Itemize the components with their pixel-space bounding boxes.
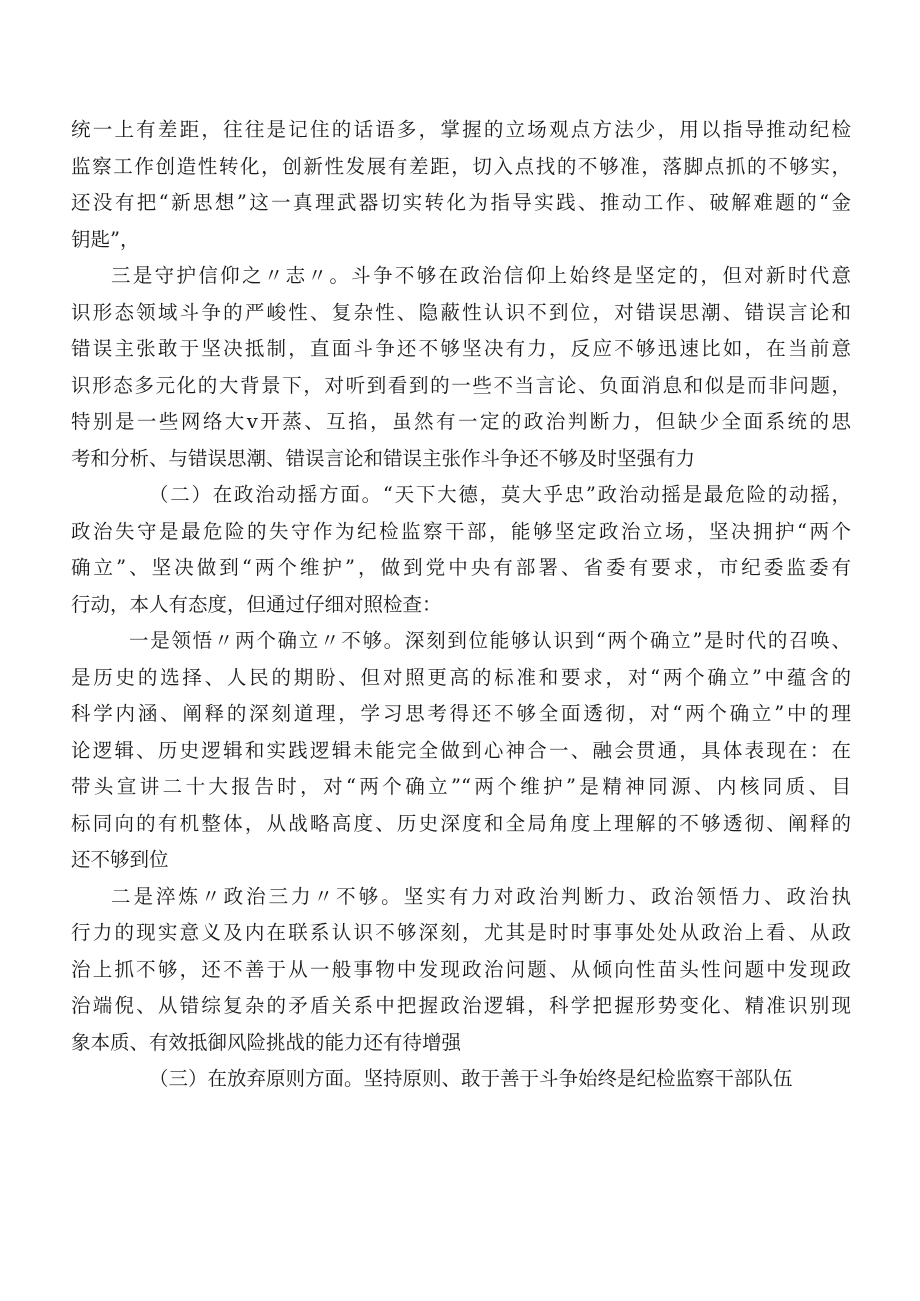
text-line: 行动，本人有态度，但通过仔细对照检查：	[71, 592, 442, 616]
text-line: 科学内涵、阐释的深刻道理，学习思考得还不够全面透彻，对“两个确立”中的理	[71, 702, 851, 725]
text-line: 标同向的有机整体，从战略高度、历史深度和全局角度上理解的不够透彻、阐释的	[71, 811, 851, 835]
text-line: 确立”、坚决做到“两个维护”，做到党中央有部署、省委有要求，市纪委监委有	[71, 556, 851, 579]
text-line: 识形态多元化的大背景下，对听到看到的一些不当言论、负面消息和似是而非问题，	[71, 373, 851, 397]
text-line: 行力的现实意义及内在联系认识不够深刻，尤其是时时事事处处从政治上看、从政	[71, 921, 851, 944]
paragraph-continuation	[71, 112, 851, 258]
paragraph-political-abilities	[71, 879, 851, 1062]
text-line: 是历史的选择、人民的期盼、但对照更高的标准和要求，对“两个确立”中蕴含的	[71, 665, 851, 689]
text-line: 象本质、有效抵御风险挑战的能力还有待增强	[71, 1030, 462, 1054]
text-line: 还没有把“新思想”这一真理武器切实转化为指导实践、推动工作、破解难题的“金	[71, 191, 851, 214]
section-heading-line: （三）在放弃原则方面。坚持原则、敢于善于斗争始终是纪检监察干部队伍	[149, 1067, 793, 1090]
text-line: 论逻辑、历史逻辑和实践逻辑未能完全做到心神合一、融会贯通，具体表现在：在	[71, 738, 851, 762]
text-line: 特别是一些网络大v开蒸、互掐，虽然有一定的政治判断力，但缺少全面系统的思	[71, 410, 851, 433]
text-line: 还不够到位	[71, 848, 169, 871]
text-line: 带头宣讲二十大报告时，对“两个确立”“两个维护”是精神同源、内核同质、目	[71, 775, 851, 798]
text-line: 识形态领域斗争的严峻性、复杂性、隐蔽性认识不到位，对错误思潮、错误言论和	[71, 300, 851, 324]
paragraph-section-two	[71, 477, 851, 623]
paragraph-section-three	[71, 1061, 851, 1098]
text-line: 二是淬炼〃政治三力〃不够。坚实有力对政治判断力、政治领悟力、政治执	[111, 884, 851, 908]
document-body	[71, 112, 851, 1098]
text-line: 错误主张敢于坚决抵制，直面斗争还不够坚决有力，反应不够迅速比如，在当前意	[71, 337, 851, 360]
paragraph-faith	[71, 258, 851, 477]
paragraph-two-establishments	[71, 623, 851, 879]
text-line: 三是守护信仰之〃志〃。斗争不够在政治信仰上始终是坚定的，但对新时代意	[111, 264, 851, 287]
text-line: 统一上有差距，往往是记住的话语多，掌握的立场观点方法少，用以指导推动纪检	[71, 118, 851, 141]
section-heading-line: （二）在政治动摇方面。“天下大德，莫大乎忠”政治动摇是最危险的动摇，	[149, 483, 851, 506]
text-line: 治上抓不够，还不善于从一般事物中发现政治问题、从倾向性苗头性问题中发现政	[71, 957, 851, 981]
text-line: 钥匙”，	[71, 227, 140, 251]
text-line: 政治失守是最危险的失守作为纪检监察干部，能够坚定政治立场，坚决拥护“两个	[71, 519, 851, 543]
text-line: 考和分析、与错误思潮、错误言论和错误主张作斗争还不够及时坚强有力	[71, 446, 696, 470]
text-line: 治端倪、从错综复杂的矛盾关系中把握政治逻辑，科学把握形势变化、精准识别现	[71, 994, 851, 1017]
text-line: 监察工作创造性转化，创新性发展有差距，切入点找的不够准，落脚点抓的不够实，	[71, 154, 851, 178]
text-line: 一是领悟〃两个确立〃不够。深刻到位能够认识到“两个确立”是时代的召唤、	[129, 629, 851, 652]
